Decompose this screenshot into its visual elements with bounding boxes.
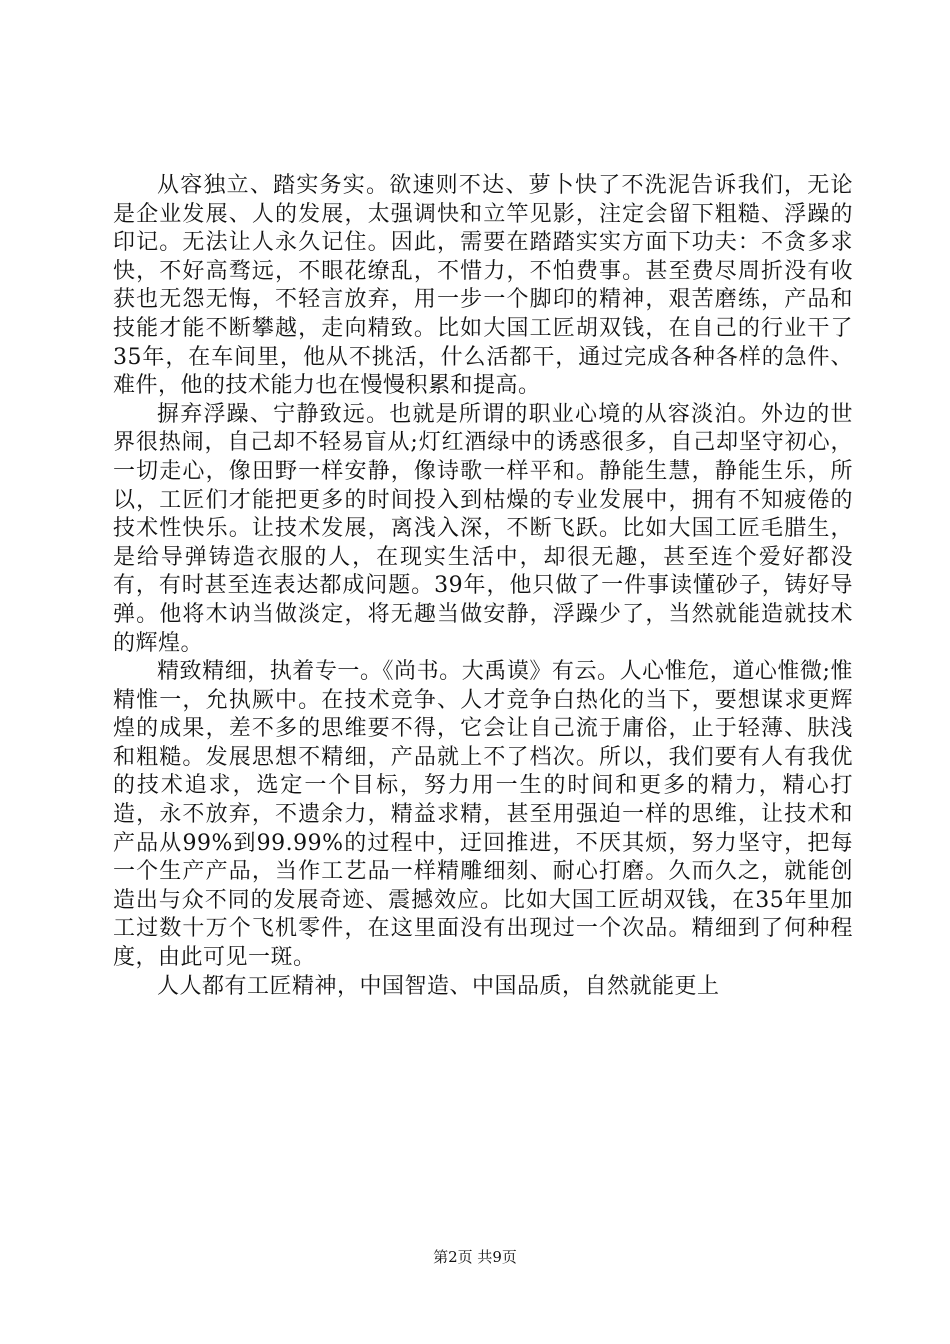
paragraph-3: 精致精细，执着专一。《尚书。大禹谟》有云。人心惟危，道心惟微;惟精惟一，允执厥中。在技术竞争、人才竞争白热化的当下，要想谋求更辉煌的成果，差不多的思维要不得，它会让自己流于庸俗，止于轻薄、肤浅和粗糙。发展思想不精细，产品就上不了档次。所以，我们要有人有我优的技术追求，选定一个目标，努力用一生的时间和更多的精力，精心打造，永不放弃，不遗余力，精益求精，甚至用强迫一样的思维，让技术和产品从99%到99.99%的过程中，迂回推进，不厌其烦，努力坚守，把每一个生产产品，当作工艺品一样精雕细刻、耐心打磨。久而久之，就能创造出与众不同的发展奇迹、震撼效应。比如大国工匠胡双钱，在35年里加工过数十万个飞机零件，在这里面没有出现过一个次品。精细到了何种程度，由此可见一斑。 [113, 659, 853, 971]
paragraph-2: 摒弃浮躁、宁静致远。也就是所谓的职业心境的从容淡泊。外边的世界很热闹，自己却不轻易盲从;灯红酒绿中的诱惑很多，自己却坚守初心，一切走心，像田野一样安静，像诗歌一样平和。静能生慧，静能生乐，所以，工匠们才能把更多的时间投入到枯燥的专业发展中，拥有不知疲倦的技术性快乐。让技术发展，离浅入深，不断飞跃。比如大国工匠毛腊生，是给导弹铸造衣服的人，在现实生活中，却很无趣，甚至连个爱好都没有，有时甚至连表达都成问题。39年，他只做了一件事读懂砂子，铸好导弹。他将木讷当做淡定，将无趣当做安静，浮躁少了，当然就能造就技术的辉煌。 [113, 401, 853, 656]
paragraph-4: 人人都有工匠精神，中国智造、中国品质，自然就能更上 [157, 973, 720, 999]
document-body [113, 172, 853, 1001]
page-number-footer: 第2页 共9页 [433, 1248, 517, 1266]
paragraph-1: 从容独立、踏实务实。欲速则不达、萝卜快了不洗泥告诉我们，无论是企业发展、人的发展，太强调快和立竿见影，注定会留下粗糙、浮躁的印记。无法让人永久记住。因此，需要在踏踏实实方面下功夫：不贪多求快，不好高骛远，不眼花缭乱，不惜力，不怕费事。甚至费尽周折没有收获也无怨无悔，不轻言放弃，用一步一个脚印的精神，艰苦磨练，产品和技能才能不断攀越，走向精致。比如大国工匠胡双钱，在自己的行业干了35年，在车间里，他从不挑活，什么活都干，通过完成各种各样的急件、难件，他的技术能力也在慢慢积累和提高。 [113, 173, 853, 399]
